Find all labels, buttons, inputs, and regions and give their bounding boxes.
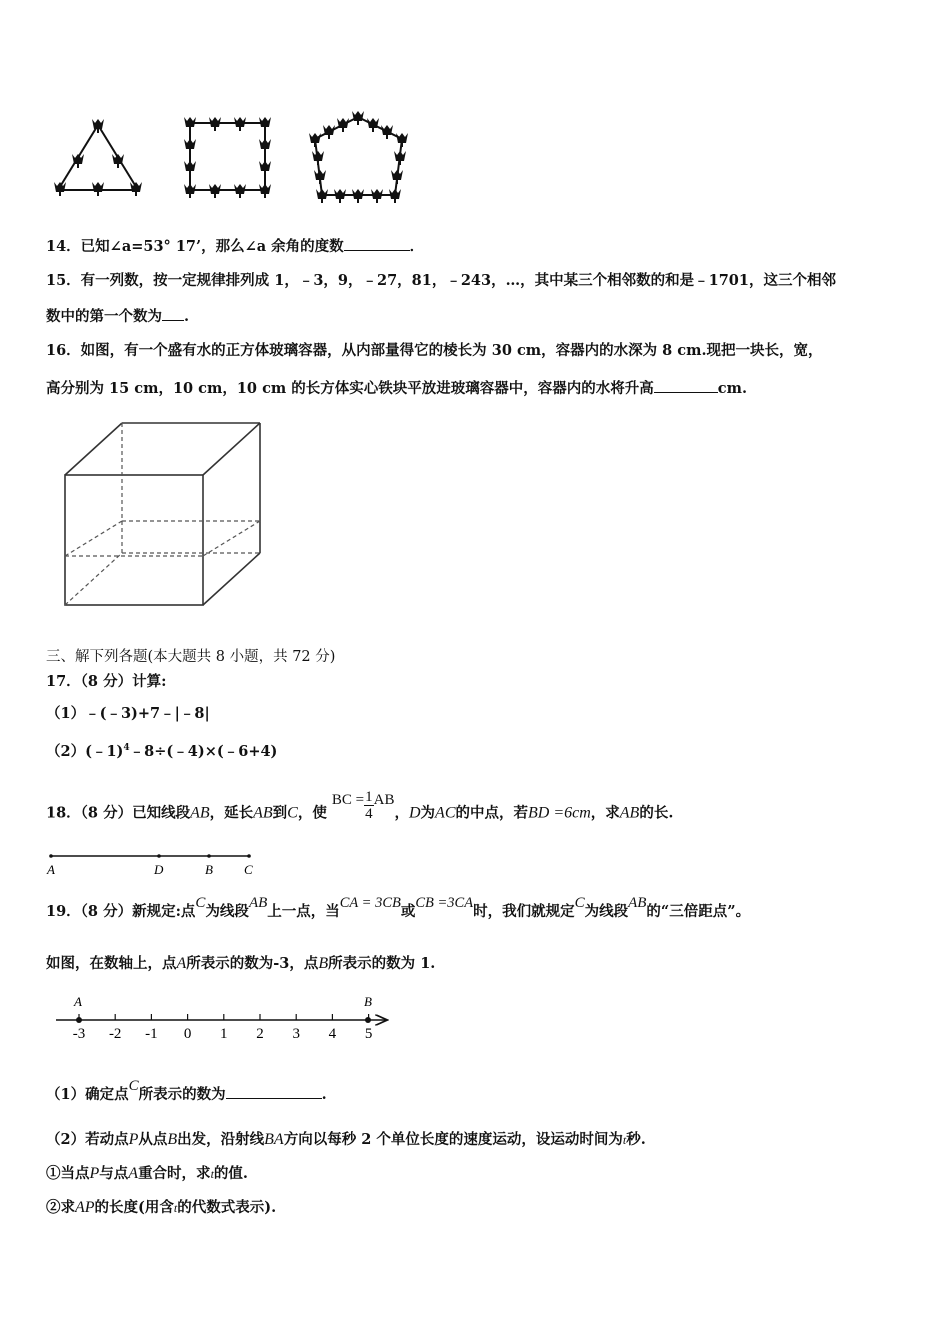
question-18: 18．（8 分）已知线段AB，延长AB到C，使 BC = $\frac{1}{4}$ AB，D为AC的中点，若BD =6cm，求AB的长. — [46, 789, 674, 822]
question-19-part-1: （1）确定点C所表示的数为 . — [46, 1078, 327, 1103]
number-line-tick-label: 0 — [183, 1026, 192, 1042]
answer-blank — [162, 306, 184, 321]
number-line-point-A: A — [74, 994, 82, 1009]
question-14: 14．已知∠a=53° 17’，那么∠a 余角的度数 ． — [46, 238, 425, 255]
question-17-part-1: （1）﹣(﹣3)+7﹣|﹣8| — [46, 705, 210, 722]
point-label: B — [205, 862, 213, 877]
number-line-tick-label: 3 — [292, 1026, 300, 1042]
answer-blank — [344, 236, 410, 251]
triangle-pattern — [54, 119, 142, 196]
fraction-one-quarter: $\frac{1}{4}$ — [365, 789, 373, 822]
question-15-line-1: 15．有一列数，按一定规律排列成 1，﹣3，9，﹣27，81，﹣243，…，其中某三个相邻数的和是﹣1701，这三个相邻 — [46, 272, 836, 289]
question-15-line-2: 数中的第一个数为 . — [46, 308, 190, 325]
number-line-tick-label: -1 — [145, 1026, 158, 1042]
section-3-heading: 三、解下列各题(本大题共 8 小题，共 72 分) — [46, 649, 336, 665]
pattern-figures — [40, 105, 420, 210]
point-label: D — [154, 862, 164, 877]
number-line-point-B: B — [364, 994, 372, 1009]
number-line-tick-label: -2 — [108, 1026, 122, 1042]
square-pattern — [184, 117, 271, 198]
number-line-tick-label: 4 — [328, 1026, 337, 1042]
question-17: 17．（8 分）计算: — [46, 673, 167, 690]
question-17-part-2: （2）(﹣1)$^4$﹣8÷(﹣4)×(﹣6+4) — [46, 742, 278, 760]
point-label: A — [47, 862, 55, 877]
question-16-line-1: 16．如图，有一个盛有水的正方体玻璃容器，从内部量得它的棱长为 30 cm，容器内的水深为 8 cm.现把一块长，宽， — [46, 342, 823, 359]
number-line-tick-label: 5 — [364, 1026, 373, 1042]
cube-figure — [55, 415, 275, 615]
segment-figure — [44, 848, 264, 880]
number-line-tick-label: -3 — [72, 1026, 86, 1042]
question-19-sub-2: ②求AP的长度(用含t的代数式表示). — [46, 1199, 277, 1216]
question-19-line-1: 19．（8 分）新规定:点C为线段AB上一点，当CA = 3CB或CB =3CA时，我们就规定C为线段AB的“三倍距点”。 — [46, 895, 751, 920]
question-19-sub-1: ①当点P与点A重合时，求t的值. — [46, 1165, 248, 1182]
pentagon-pattern — [309, 111, 408, 203]
answer-blank — [654, 378, 718, 393]
number-line — [50, 992, 400, 1044]
answer-blank — [226, 1084, 322, 1099]
question-19-part-2: （2）若动点P从点B出发，沿射线BA方向以每秒 2 个单位长度的速度运动，设运动时间为t秒. — [46, 1131, 646, 1148]
question-19-line-2: 如图，在数轴上，点A所表示的数为-3，点B所表示的数为 1. — [46, 955, 436, 972]
point-label: C — [244, 862, 253, 877]
question-16-line-2: 高分别为 15 cm，10 cm，10 cm 的长方体实心铁块平放进玻璃容器中，容器内的水将升高 cm. — [46, 380, 748, 397]
number-line-tick-label: 2 — [256, 1026, 264, 1042]
number-line-tick-label: 1 — [220, 1026, 228, 1042]
